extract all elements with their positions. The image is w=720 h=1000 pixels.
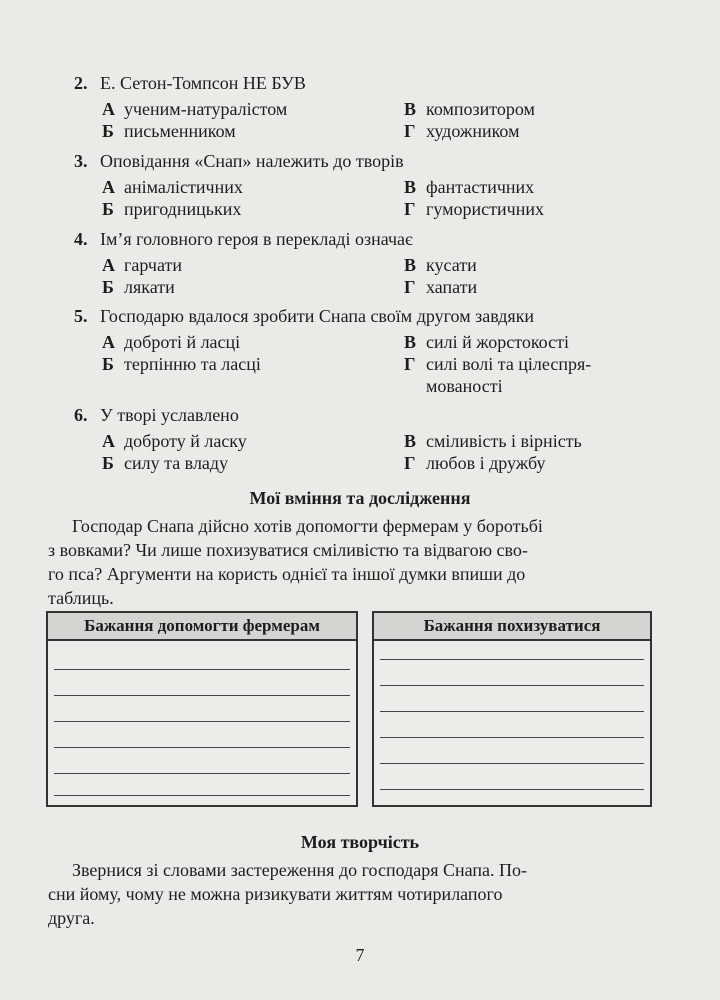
options — [102, 174, 664, 222]
answer-line[interactable] — [54, 795, 350, 796]
option-v[interactable]: В композитором — [404, 99, 535, 119]
question-text: Е. Сетон-Томпсон НЕ БУВ — [100, 73, 306, 93]
option-a[interactable]: А гарчати — [102, 255, 182, 275]
creative-paragraph: Звернися зі словами застереження до господаря Снапа. По- сни йому, чому не можна ризикувати життям чотирилапого друга. — [48, 860, 528, 928]
option-g[interactable]: Г любов і дружбу — [404, 453, 546, 473]
section-title-research: Мої вміння та дослідження — [249, 488, 471, 508]
option-b[interactable]: Б терпінню та ласці — [102, 354, 261, 374]
answer-line[interactable] — [380, 685, 644, 686]
option-b[interactable]: Б письменником — [102, 121, 236, 141]
table-help-farmers — [46, 611, 358, 807]
option-b[interactable]: Б лякати — [102, 277, 175, 297]
answer-line[interactable] — [54, 721, 350, 722]
question-number: 6. — [74, 405, 88, 425]
research-paragraph: Господар Снапа дійсно хотів допомогти фермерам у боротьбі з вовками? Чи лише похизуватися сміливістю та відвагою сво- го пса? Аргументи на користь однієї та іншої думки впиши до таблиць. — [48, 516, 543, 608]
option-a[interactable]: А анімалістичних — [102, 177, 243, 197]
question-5 — [74, 305, 664, 399]
option-v[interactable]: В кусати — [404, 255, 477, 275]
options — [102, 329, 664, 399]
question-2 — [74, 72, 664, 144]
question-3 — [74, 150, 664, 222]
option-b[interactable]: Б силу та владу — [102, 453, 229, 473]
table-header: Бажання похизуватися — [374, 613, 650, 641]
question-text: Оповідання «Снап» належить до творів — [100, 151, 404, 171]
answer-line[interactable] — [54, 747, 350, 748]
option-g[interactable]: Г гумористичних — [404, 199, 544, 219]
question-4 — [74, 228, 664, 300]
option-a[interactable]: А доброті й ласці — [102, 332, 241, 352]
table-show-off — [372, 611, 652, 807]
answer-line[interactable] — [54, 773, 350, 774]
answer-line[interactable] — [54, 669, 350, 670]
option-g[interactable]: Г силі волі та цілеспря- мованості — [404, 354, 592, 396]
option-g[interactable]: Г хапати — [404, 277, 478, 297]
option-b[interactable]: Б пригодницьких — [102, 199, 242, 219]
question-number: 5. — [74, 306, 88, 326]
option-v[interactable]: В сміливість і вірність — [404, 431, 582, 451]
question-number: 2. — [74, 73, 88, 93]
question-6 — [74, 404, 664, 476]
answer-line[interactable] — [380, 789, 644, 790]
question-text: Ім’я головного героя в перекладі означає — [100, 229, 413, 249]
option-g[interactable]: Г художником — [404, 121, 520, 141]
answer-line[interactable] — [54, 695, 350, 696]
answer-line[interactable] — [380, 711, 644, 712]
answer-line[interactable] — [380, 763, 644, 764]
options — [102, 252, 664, 300]
options — [102, 428, 664, 476]
section-title-creative: Моя творчість — [300, 832, 420, 852]
question-number: 3. — [74, 151, 88, 171]
question-text: Господарю вдалося зробити Снапа своїм другом завдяки — [100, 306, 535, 326]
page-number: 7 — [355, 945, 365, 965]
options — [102, 96, 664, 144]
option-a[interactable]: А ученим-натуралістом — [102, 99, 288, 119]
option-v[interactable]: В фантастичних — [404, 177, 535, 197]
answer-line[interactable] — [380, 737, 644, 738]
table-header: Бажання допомогти фермерам — [48, 613, 356, 641]
question-text: У творі уславлено — [100, 405, 239, 425]
answer-line[interactable] — [380, 659, 644, 660]
option-a[interactable]: А доброту й ласку — [102, 431, 247, 451]
option-v[interactable]: В силі й жорстокості — [404, 332, 569, 352]
question-number: 4. — [74, 229, 88, 249]
